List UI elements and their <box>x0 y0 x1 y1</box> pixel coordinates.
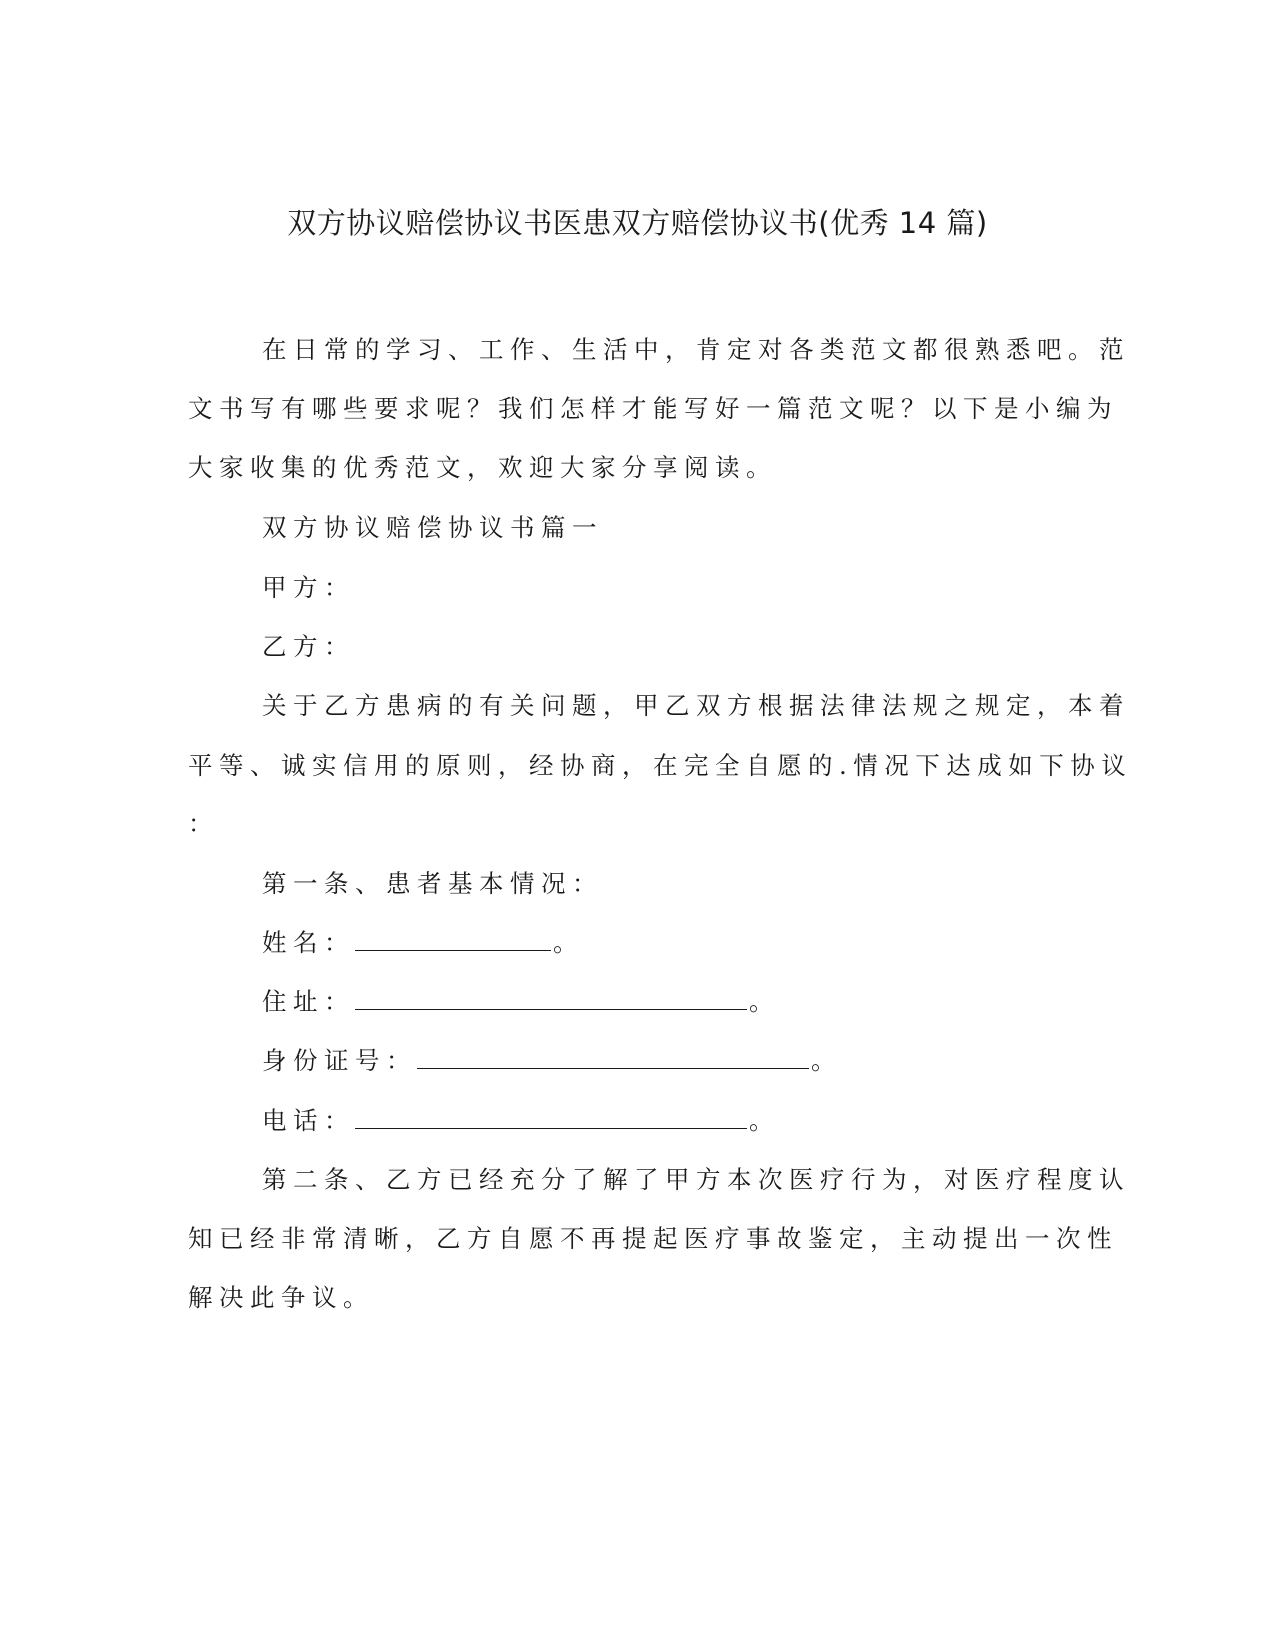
address-blank <box>355 985 747 1010</box>
name-label: 姓名： <box>262 928 355 957</box>
end-mark: 。 <box>749 987 780 1016</box>
id-label: 身份证号： <box>262 1046 417 1075</box>
party-b-label: 乙方： <box>262 632 355 661</box>
address-field-row <box>262 985 780 1019</box>
paragraph-line: 关于乙方患病的有关问题，甲乙双方根据法律法规之规定，本着 <box>262 691 1130 720</box>
party-a-label: 甲方： <box>262 573 355 602</box>
intro-line: 在日常的学习、工作、生活中，肯定对各类范文都很熟悉吧。范 <box>262 335 1130 364</box>
paragraph-line: 第二条、乙方已经充分了解了甲方本次医疗行为，对医疗程度认 <box>262 1165 1130 1194</box>
paragraph-line: 解决此争议。 <box>188 1283 374 1312</box>
name-blank <box>355 926 551 951</box>
phone-field-row <box>262 1104 780 1138</box>
intro-line: 大家收集的优秀范文，欢迎大家分享阅读。 <box>188 453 777 482</box>
document-title: 双方协议赔偿协议书医患双方赔偿协议书(优秀 14 篇) <box>287 206 988 240</box>
address-label: 住址： <box>262 987 355 1016</box>
intro-line: 文书写有哪些要求呢？我们怎样才能写好一篇范文呢？以下是小编为 <box>188 394 1118 423</box>
paragraph-line: 知已经非常清晰，乙方自愿不再提起医疗事故鉴定，主动提出一次性 <box>188 1224 1118 1253</box>
phone-label: 电话： <box>262 1106 355 1135</box>
end-mark: 。 <box>553 928 584 957</box>
end-mark: 。 <box>749 1106 780 1135</box>
paragraph-line: ： <box>188 809 219 838</box>
article-1-heading: 第一条、患者基本情况： <box>262 869 603 898</box>
id-field-row <box>262 1044 842 1078</box>
end-mark: 。 <box>811 1046 842 1075</box>
name-field-row <box>262 926 584 960</box>
phone-blank <box>355 1104 747 1129</box>
id-blank <box>417 1044 809 1069</box>
section-heading: 双方协议赔偿协议书篇一 <box>262 513 603 542</box>
paragraph-line: 平等、诚实信用的原则，经协商，在完全自愿的.情况下达成如下协议 <box>188 751 1133 780</box>
